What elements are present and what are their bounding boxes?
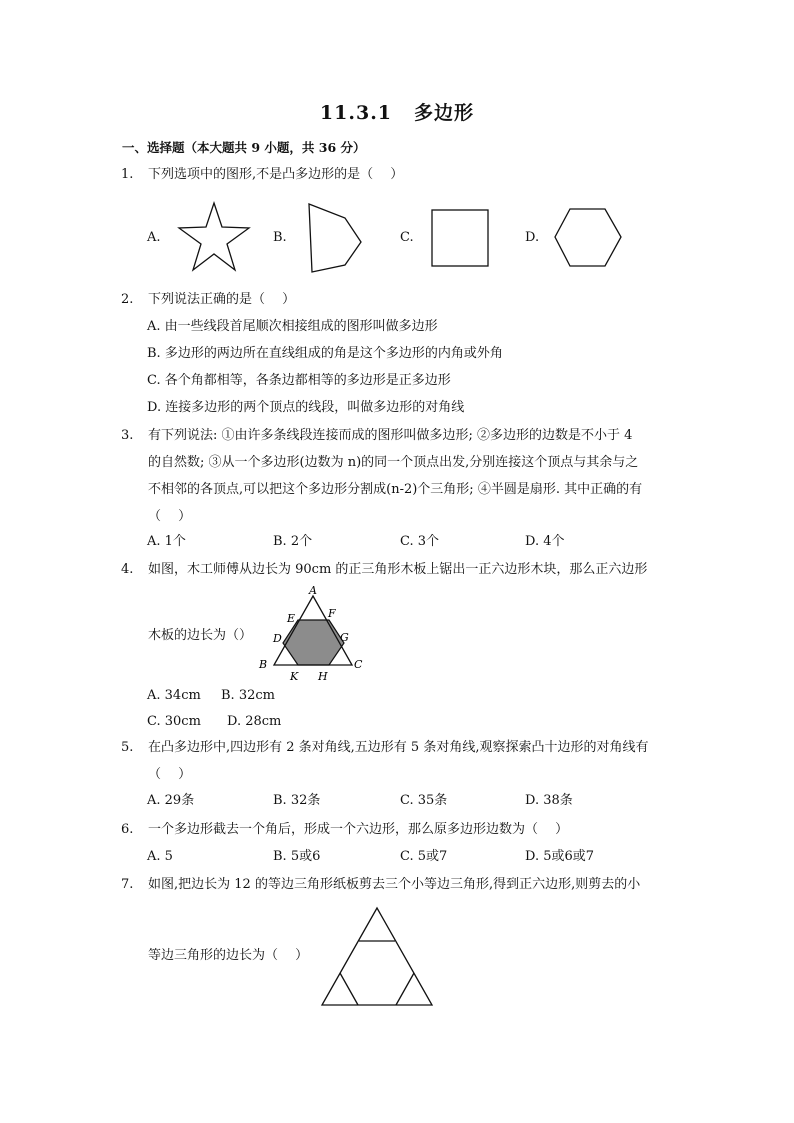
- question-4-stem-line-2: 木板的边长为（）: [148, 628, 253, 643]
- point-label-b: B: [259, 658, 268, 671]
- question-1-number: 1.: [121, 167, 134, 182]
- point-label-d: D: [273, 632, 282, 645]
- question-7-number: 7.: [121, 877, 134, 892]
- point-label-e: E: [287, 612, 296, 625]
- question-5-line-2: （ ）: [148, 767, 192, 782]
- question-7-stem-line-1: 如图,把边长为 12 的等边三角形纸板剪去三个小等边三角形,得到正六边形,则剪去的小: [148, 877, 641, 892]
- point-label-f: F: [328, 607, 336, 620]
- question-3-number: 3.: [121, 428, 134, 443]
- q2-option-d: D. 连接多边形的两个顶点的线段，叫做多边形的对角线: [147, 400, 465, 415]
- point-label-c: C: [354, 658, 363, 671]
- q5-option-b: B. 32条: [273, 793, 321, 808]
- point-label-h: H: [318, 670, 328, 683]
- q1-option-c-label: C.: [400, 230, 414, 245]
- question-3-line-3: 不相邻的各顶点,可以把这个多边形分割成(n-2)个三角形; ④半圆是扇形. 其中正确的有: [148, 482, 643, 497]
- q2-option-c: C. 各个角都相等，各条边都相等的多边形是正多边形: [147, 373, 451, 388]
- point-label-k: K: [290, 670, 299, 683]
- left-cut-line: [340, 973, 358, 1005]
- q1-option-d-label: D.: [525, 230, 540, 245]
- q5-option-a: A. 29条: [147, 793, 195, 808]
- question-6-stem: 一个多边形截去一个角后，形成一个六边形，那么原多边形边数为（ ）: [148, 822, 569, 837]
- q3-option-a: A. 1个: [147, 534, 186, 549]
- point-label-a: A: [309, 584, 317, 597]
- question-5-line-1: 在凸多边形中,四边形有 2 条对角线,五边形有 5 条对角线,观察探索凸十边形的对角线有: [148, 740, 649, 755]
- q6-option-d: D. 5或6或7: [525, 849, 595, 864]
- question-4-stem-line-1: 如图，木工师傅从边长为 90cm 的正三角形木板上锯出一正六边形木块，那么正六边形: [148, 562, 648, 577]
- right-cut-line: [396, 973, 414, 1005]
- q3-option-b: B. 2个: [273, 534, 313, 549]
- q4-option-b: B. 32cm: [221, 688, 275, 703]
- question-3-line-4: （ ）: [148, 509, 192, 524]
- q2-option-a: A. 由一些线段首尾顺次相接组成的图形叫做多边形: [147, 319, 438, 334]
- question-4-number: 4.: [121, 562, 134, 577]
- question-3-line-1: 有下列说法: ①由许多条线段连接而成的图形叫做多边形; ②多边形的边数是不小于 4: [148, 428, 633, 443]
- outer-equilateral-triangle: [322, 908, 432, 1005]
- q5-option-d: D. 38条: [525, 793, 573, 808]
- q6-option-b: B. 5或6: [273, 849, 321, 864]
- q4-option-c: C. 30cm: [147, 714, 201, 729]
- question-5-number: 5.: [121, 740, 134, 755]
- q4-option-a: A. 34cm: [147, 688, 201, 703]
- q3-option-c: C. 3个: [400, 534, 440, 549]
- q4-option-d: D. 28cm: [227, 714, 282, 729]
- question-1-stem: 下列选项中的图形,不是凸多边形的是（ ）: [148, 167, 404, 182]
- q2-option-b: B. 多边形的两边所在直线组成的角是这个多边形的内角或外角: [147, 346, 503, 361]
- question-6-number: 6.: [121, 822, 134, 837]
- q1-option-b-label: B.: [273, 230, 287, 245]
- question-2-stem: 下列说法正确的是（ ）: [148, 292, 296, 307]
- q5-option-c: C. 35条: [400, 793, 448, 808]
- section-heading: 一、选择题（本大题共 9 小题，共 36 分）: [122, 140, 366, 155]
- question-3-line-2: 的自然数; ③从一个多边形(边数为 n)的同一个顶点出发,分别连接这个顶点与其余与之: [148, 455, 639, 470]
- point-label-g: G: [340, 631, 349, 644]
- q1-option-a-label: A.: [147, 230, 161, 245]
- title-number: 11.3.1: [319, 102, 393, 124]
- title-text: 多边形: [414, 102, 475, 124]
- q3-option-d: D. 4个: [525, 534, 565, 549]
- question-2-number: 2.: [121, 292, 134, 307]
- question-7-stem-line-2: 等边三角形的边长为（ ）: [148, 948, 309, 963]
- q6-option-a: A. 5: [147, 849, 173, 864]
- q6-option-c: C. 5或7: [400, 849, 448, 864]
